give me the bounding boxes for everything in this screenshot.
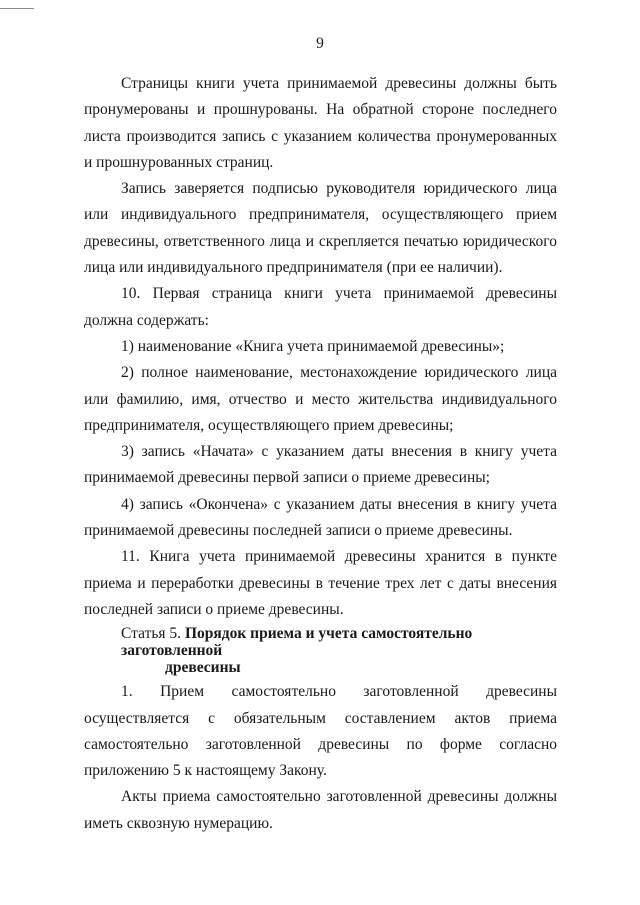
list-item-2: 2) полное наименование, местонахождение юридического лица или фамилию, имя, отчество и место жительства индивидуального предпринимателя, осуществляющего прием древесины;	[84, 364, 557, 434]
paragraph-pages-numbering: Страницы книги учета принимаемой древесины должны быть пронумерованы и прошнурованы. На обратной стороне последнего листа производится запись с указанием количества пронумерованных и прошнурованных страниц.	[84, 75, 557, 171]
article-title: Порядок приема и учета самостоятельно заготовленной	[121, 625, 473, 660]
list-item-3: 3) запись «Начата» с указанием даты внесения в книгу учета принимаемой древесины первой записи о приеме древесины;	[84, 443, 557, 487]
page-number: 9	[316, 35, 324, 52]
article-title-continuation: древесины	[165, 659, 241, 677]
paragraph-acts-numbering: Акты приема самостоятельно заготовленной древесины должны иметь сквозную нумерацию.	[84, 788, 557, 832]
list-item-4: 4) запись «Окончена» с указанием даты внесения в книгу учета принимаемой древесины последней записи о приеме древесины.	[84, 495, 557, 540]
scan-edge-mark	[0, 8, 34, 9]
paragraph-record-certification: Запись заверяется подписью руководителя юридического лица или индивидуального предпринимателя, осуществляющего прием древесины, ответственного лица и скрепляется печатью юридического лица или индивидуального предпринимателя (при ее наличии).	[84, 180, 557, 277]
paragraph-item-10: 10. Первая страница книги учета принимаемой древесины должна содержать:	[84, 285, 557, 329]
paragraph-article5-item-1: 1. Прием самостоятельно заготовленной древесины осуществляется с обязательным составлением актов приема самостоятельно заготовленной древесины по форме согласно приложению 5 к настоящему Закону.	[84, 683, 557, 780]
article-5-heading	[84, 625, 557, 676]
paragraph-item-11: 11. Книга учета принимаемой древесины хранится в пункте приема и переработки древесины в течение трех лет с даты внесения последней записи о приеме древесины.	[84, 548, 557, 618]
document-body	[84, 71, 557, 837]
article-label: Статья 5.	[121, 625, 182, 643]
list-item-1: 1) наименование «Книга учета принимаемой древесины»;	[121, 337, 505, 355]
